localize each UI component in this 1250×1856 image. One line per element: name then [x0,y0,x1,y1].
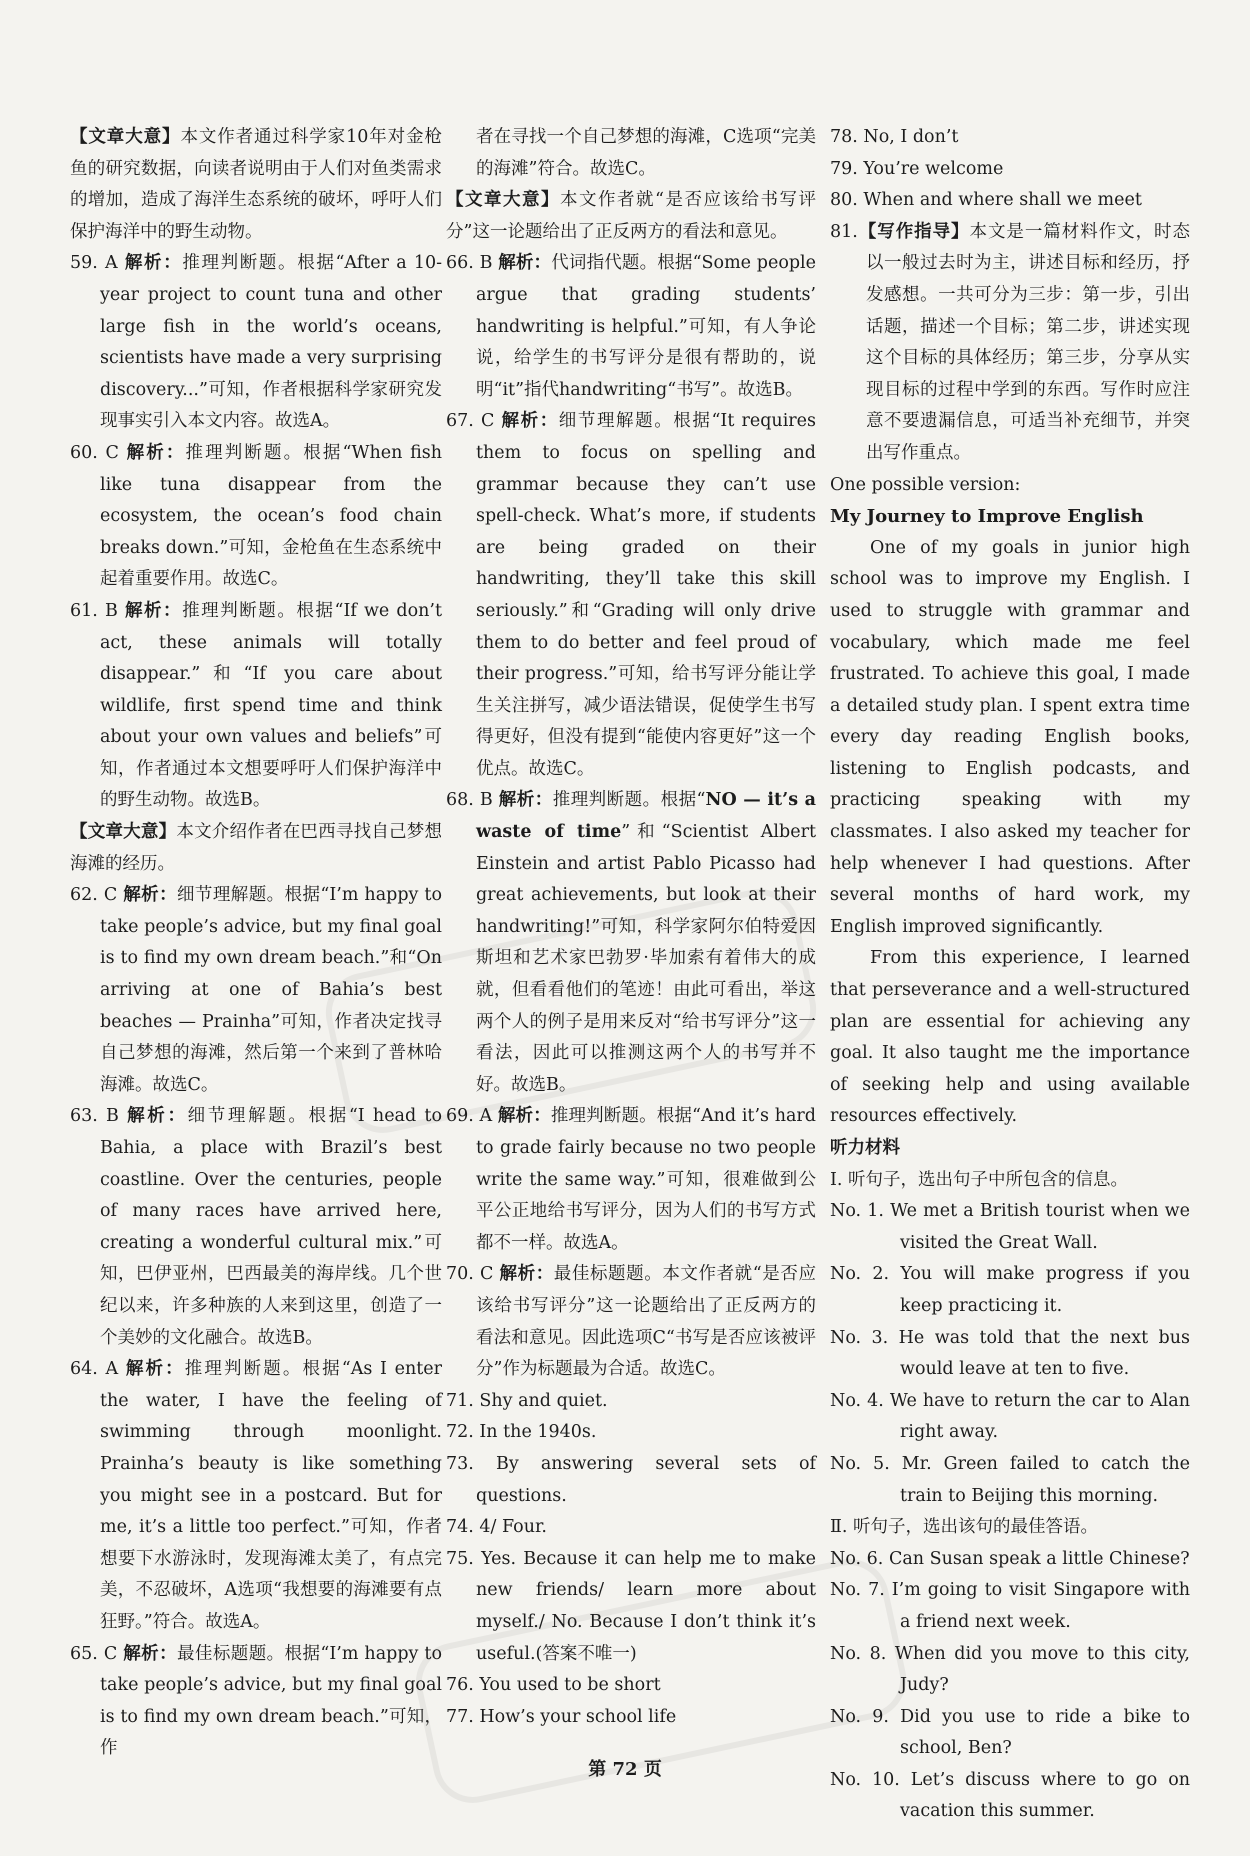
sentence-number: No. 2. [830,1264,890,1285]
analysis-text: 细节理解题。根据“I’m happy to take people’s advice, but my final goal is to find my own dream beach.”和“On arriving at one of Bahia’s best beaches — Prainha”可知，作者决定找寻自己梦想的海滩，然后第一个来到了普林哈海滩。故选C。 [100,885,442,1095]
analysis-label: 解析： [501,411,559,432]
answer-item [446,1101,816,1259]
answer-item [446,1259,816,1385]
essay-paragraph: From this experience, I learned that perseverance and a well-structured plan are essential for achieving any goal. It also taught me the importance of seeking help and using available resources effectively. [830,948,1190,1127]
summary-text: 本文介绍作者在巴西寻找自己梦想海滩的经历。 [70,822,443,874]
sentence-text: Did you use to ride a bike to school, Ben? [900,1706,1190,1759]
answer-number: 64. A [70,1359,119,1380]
writing-guide: 81.【写作指导】本文是一篇材料作文，时态以一般过去时为主，讲述目标和经历，抒发感想。一共可分为三步：第一步，引出话题，描述一个目标；第二步，讲述实现这个目标的具体经历；第三步，分享从实现目标的过程中学到的东西。写作时应注意不要遗漏信息，可适当补充细节，并突出写作重点。 [830,221,1190,463]
sentence-number: No. 7. [830,1580,885,1601]
answer-number: 62. C [70,885,118,906]
answer-number: 61. B [70,600,118,621]
answer-line: 79. You’re welcome [830,158,1004,179]
analysis-text: 细节理解题。根据“It requires them to focus on spelling and grammar because they can’t use spell-check. What’s more, if students are being graded on their handwriting, they’ll take this skill seriously.”和“Grading will only drive them to do better and feel proud of their progress.”可知，给书写评分能让学生关注拼写，减少语法错误，促使学生书写得更好，但没有提到“能使内容更好”这一个优点。故选C。 [476,411,816,779]
listening-sentence [830,1323,1190,1386]
answer-number: 68. B [446,790,493,811]
answer-item [446,406,816,785]
analysis-text: 最佳标题题。本文作者就“是否应该给书写评分”这一论题给出了正反两方的看法和意见。因此选项C“书写是否应该被评分”作为标题最为合适。故选C。 [476,1264,816,1380]
analysis-label: 解析： [124,253,183,274]
summary-paragraph [446,185,816,248]
answer-line: 77. How’s your school life [446,1706,677,1727]
continued-text: 者在寻找一个自己梦想的海滩，C选项“完美的海滩”符合。故选C。 [476,127,816,179]
listening-sentence [830,1639,1190,1702]
analysis-text: 推理判断题。根据“And it’s hard to grade fairly because no two people write the same way.”可知，很难做到公平公正地给书写评分，因为人们的书写方式都不一样。故选A。 [476,1106,816,1253]
analysis-label: 解析： [124,600,183,621]
sentence-number: No. 9. [830,1706,889,1727]
answer-line: 73. By answering several sets of questions. [446,1453,816,1506]
page-number: 第 72 页 [588,1759,662,1780]
column-middle [446,122,816,1733]
version-label: One possible version: [830,474,1021,495]
summary-label: 【文章大意】 [70,127,181,147]
answer-line: 72. In the 1940s. [446,1422,597,1443]
answer-line: 78. No, I don’t [830,127,959,147]
answer-number: 60. C [70,442,119,463]
sentence-number: No. 10. [830,1769,900,1790]
answer-item [446,248,816,406]
analysis-label: 解析： [123,885,177,906]
listening-sentence [830,1544,1190,1576]
sentence-number: No. 3. [830,1327,889,1348]
answer-number: 67. C [446,411,495,432]
analysis-label: 解析： [498,790,553,811]
sentence-text: We have to return the car to Alan right away. [889,1390,1190,1443]
sentence-text: Let’s discuss where to go on vacation this summer. [900,1769,1190,1822]
answer-item [70,1354,442,1638]
essay-paragraph: One of my goals in junior high school was to improve my English. I used to struggle with grammar and vocabulary, which made me feel frustrated. To achieve this goal, I made a detailed study plan. I spent extra time every day reading English books, listening to English podcasts, and practicing speaking with my classmates. I also asked my teacher for help whenever I had questions. After several months of hard work, my English improved significantly. [830,537,1190,937]
sentence-text: You will make progress if you keep practicing it. [900,1264,1190,1316]
analysis-label: 解析： [497,1106,551,1127]
analysis-label: 解析： [127,1106,188,1127]
analysis-label: 解析： [126,442,186,463]
listening-part-heading: Ⅱ. 听句子，选出该句的最佳答语。 [830,1517,1099,1538]
answer-item [70,1639,442,1765]
sentence-text: We met a British tourist when we visited the Great Wall. [890,1201,1190,1253]
analysis-text: 细节理解题。根据“I head to Bahia, a place with Brazil’s best coastline. Over the centuries, people of many races have arrived here, creating a wonderful cultural mix.”可知，巴伊亚州，巴西最美的海岸线。几个世纪以来，许多种族的人来到这里，创造了一个美妙的文化融合。故选B。 [100,1106,442,1348]
analysis-label: 解析： [125,1359,185,1380]
analysis-text: 推理判断题。根据“If we don’t act, these animals will totally disappear.”和“If you care about wildlife, first spend time and think about your own values and beliefs”可知，作者通过本文想要呼吁人们保护海洋中的野生动物。故选B。 [100,600,442,811]
sentence-text: Mr. Green failed to catch the train to Beijing this morning. [900,1453,1190,1506]
answer-line: 76. You used to be short [446,1675,661,1696]
answer-item [70,880,442,1101]
summary-label: 【文章大意】 [70,822,177,843]
answer-line: 71. Shy and quiet. [446,1390,608,1411]
sentence-number: No. 5. [830,1453,890,1474]
listening-sentence [830,1386,1190,1449]
sentence-text: He was told that the next bus would leave at ten to five. [898,1327,1190,1380]
summary-label: 【文章大意】 [446,190,561,211]
sentence-number: No. 8. [830,1643,887,1664]
answer-number: 69. A [446,1106,493,1127]
analysis-text: 推理判断题。根据“As I enter the water, I have the feeling of swimming through moonlight. Prainha’s beauty is like something you might see in a postcard. But for me, it’s a little too perfect.”可知，作者想要下水游泳时，发现海滩太美了，有点完美，不忍破坏，A选项“我想要的海滩要有点狂野。”符合。故选A。 [100,1359,442,1632]
quoted-heading: NO — it’s a waste of time [476,790,816,843]
answer-number: 59. A [70,253,118,274]
answer-item [70,438,442,596]
sentence-text: When did you move to this city, Judy? [894,1643,1190,1696]
answer-number: 65. C [70,1643,118,1664]
essay-title: My Journey to Improve English [830,506,1144,528]
analysis-label: 解析： [123,1643,177,1664]
answer-number: 66. B [446,253,493,274]
sentence-text: Can Susan speak a little Chinese? [888,1548,1190,1569]
sentence-number: No. 4. [830,1390,884,1411]
answer-item [70,248,442,438]
analysis-label: 解析： [498,253,552,274]
analysis-text: 推理判断题。根据“After a 10-year project to count tuna and other large fish in the world’s oceans, scientists have made a very surprising discovery...”可知，作者根据科学家研究发现事实引入本文内容。故选A。 [100,253,443,432]
summary-text: 本文作者就“是否应该给书写评分”这一论题给出了正反两方的看法和意见。 [446,190,816,242]
analysis-text: 推理判断题。根据“When fish like tuna disappear from the ecosystem, the ocean’s food chain breaks down.”可知，金枪鱼在生态系统中起着重要作用。故选C。 [100,442,442,590]
answer-item [70,1101,442,1354]
column-left [70,122,442,1765]
listening-sentence [830,1575,1190,1638]
answer-number: 63. B [70,1106,119,1127]
analysis-text: 最佳标题题。根据“I’m happy to take people’s advice, but my final goal is to find my own dream beach.”可知，作 [100,1643,442,1759]
summary-text: 本文作者通过科学家10年对金枪鱼的研究数据，向读者说明由于人们对鱼类需求的增加，造成了海洋生态系统的破坏，呼吁人们保护海洋中的野生动物。 [70,127,442,242]
listening-title: 听力材料 [830,1138,900,1158]
listening-sentence [830,1259,1190,1322]
answer-item [70,596,442,817]
summary-paragraph [70,122,442,248]
listening-sentence [830,1449,1190,1512]
listening-sentence [830,1196,1190,1259]
analysis-text: 推理判断题。根据“ [552,790,706,811]
sentence-text: I’m going to visit Singapore with a friend next week. [891,1580,1190,1632]
listening-part-heading: Ⅰ. 听句子，选出句子中所包含的信息。 [830,1169,1129,1190]
sentence-number: No. 1. [830,1201,884,1222]
analysis-text: 代词指代题。根据“Some people argue that grading students’ handwriting is helpful.”可知，有人争论说，给学生的书写评分是很有帮助的，说明“it”指代handwriting“书写”。故选B。 [476,253,817,400]
answer-line: 75. Yes. Because it can help me to make new friends/ learn more about myself./ No. Because I don’t think it’s useful.(答案不唯一) [446,1548,816,1664]
answer-number: 70. C [446,1264,494,1285]
analysis-text: ”和“Scientist Albert Einstein and artist Pablo Picasso had great achievements, but look at their handwriting!”可知，科学家阿尔伯特爱因斯坦和艺术家巴勃罗·毕加索有着伟大的成就，但看看他们的笔迹！由此可看出，举这两个人的例子是用来反对“给书写评分”这一看法，因此可以推测这两个人的书写并不好。故选B。 [476,822,816,1095]
summary-paragraph [70,817,442,880]
answer-line: 80. When and where shall we meet [830,190,1142,211]
answer-line: 74. 4/ Four. [446,1517,547,1538]
answer-item [446,785,816,1101]
column-right [830,122,1190,1828]
analysis-label: 解析： [499,1264,554,1285]
sentence-number: No. 6. [830,1548,884,1569]
